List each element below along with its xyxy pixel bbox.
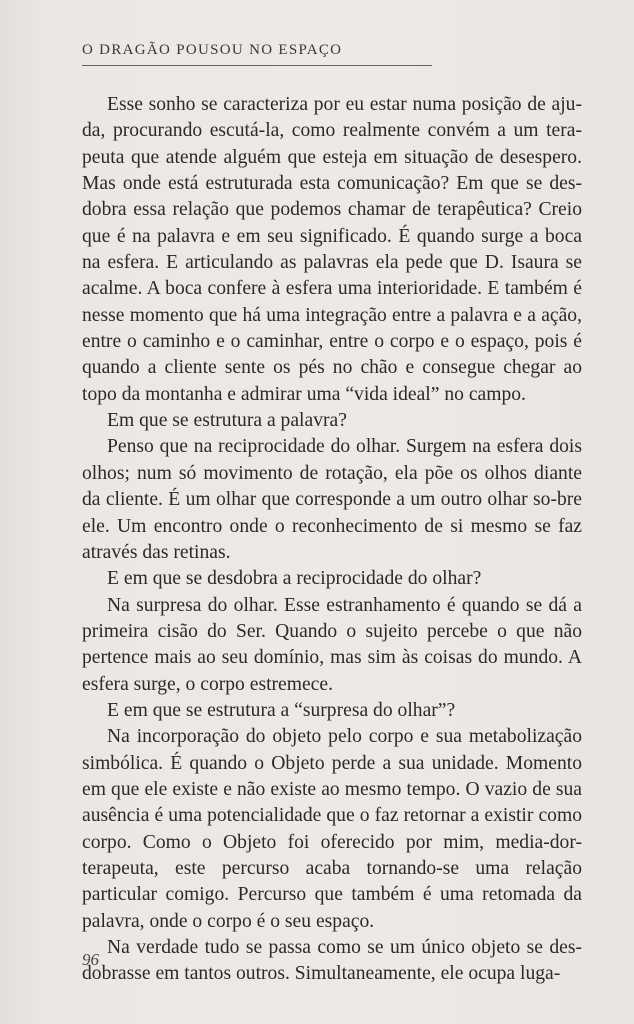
page-number: 96 [82, 950, 99, 969]
paragraph: E em que se desdobra a reciprocidade do olhar? [107, 568, 482, 590]
paragraph: Penso que na reciprocidade do olhar. Surgem na esfera dois olhos; num só movimento de rotação, ela põe os olhos diante da cliente. É um olhar que corresponde a um outro olhar so-bre ele. Um encontro onde o reconhecimento de si mesmo se faz através das retinas. [82, 436, 582, 563]
paragraph: E em que se estrutura a “surpresa do olhar”? [107, 699, 456, 721]
paragraph: Na surpresa do olhar. Esse estranhamento é quando se dá a primeira cisão do Ser. Quando o sujeito percebe o que não pertence mais ao seu domínio, mas sim às coisas do mundo. A esfera surge, o corpo estremece. [82, 594, 582, 695]
paragraph: Esse sonho se caracteriza por eu estar numa posição de aju-da, procurando escutá-la, como realmente convém a um tera-peuta que atende alguém que esteja em situação de desespero. Mas onde está estruturada esta comunicação? Em que se des-dobra essa relação que podemos chamar de terapêutica? Creio que é na palavra e em seu significado. É quando surge a boca na esfera. E articulando as palavras ela pede que D. Isaura se acalme. A boca confere à esfera uma interioridade. E também é nesse momento que há uma integração entre a palavra e a ação, entre o caminho e o caminhar, entre o corpo e o espaço, pois é quando a cliente sente os pés no chão e consegue chegar ao topo da montanha e admirar uma “vida ideal” no campo. [82, 94, 582, 405]
running-header: O DRAGÃO POUSOU NO ESPAÇO [82, 42, 432, 66]
body-text [82, 92, 582, 988]
paragraph: Em que se estrutura a palavra? [107, 410, 347, 432]
paragraph: Na incorporação do objeto pelo corpo e sua metabolização simbólica. É quando o Objeto perde a sua unidade. Momento em que ele existe e não existe ao mesmo tempo. O vazio de sua ausência é uma potencialidade que o faz retornar a existir como corpo. Como o Objeto foi oferecido por mim, media-dor-terapeuta, este percurso acaba tornando-se uma relação particular comigo. Percurso que também é uma retomada da palavra, onde o corpo é o seu espaço. [82, 726, 582, 932]
paragraph: Na verdade tudo se passa como se um único objeto se des-dobrasse em tantos outros. Simultaneamente, ele ocupa luga- [82, 937, 582, 985]
